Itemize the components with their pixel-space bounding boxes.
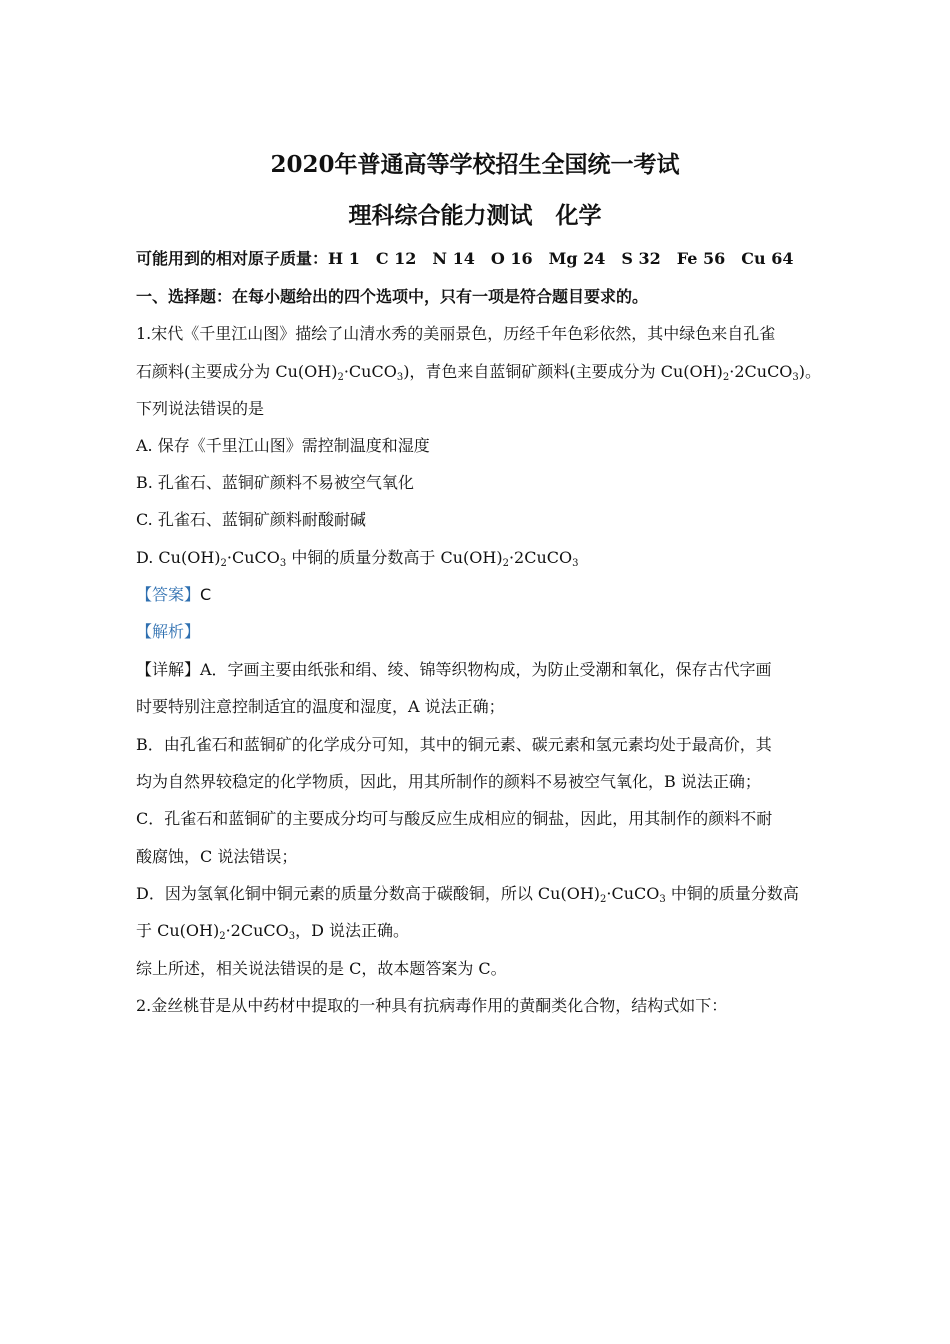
answer-value: C <box>200 585 212 604</box>
q1-stem-line2: 石颜料(主要成分为 $Cu(OH)_2\cdot CuCO_3$)，青色来自蓝铜矿颜料(主要成分为 $Cu(OH)_2\cdot 2CuCO_3$)。 <box>136 362 822 383</box>
exam-title: 2020年普通高等学校招生全国统一考试 <box>270 151 680 178</box>
q1-answer <box>136 584 826 606</box>
q1-option-d: D. $Cu(OH)_2\cdot CuCO_3$ 中铜的质量分数高于 $Cu(OH)_2\cdot 2CuCO_3$ <box>136 548 579 569</box>
q1-option-a: A. 保存《千里江山图》需控制温度和湿度 <box>136 436 430 455</box>
detail-line-3: B．由孔雀石和蓝铜矿的化学成分可知，其中的铜元素、碳元素和氢元素均处于最高价，其 <box>136 735 772 754</box>
detail-line-7: D．因为氢氧化铜中铜元素的质量分数高于碳酸铜，所以 $Cu(OH)_2\cdot CuCO_3$ 中铜的质量分数高 <box>136 884 799 905</box>
detail-line-5: C．孔雀石和蓝铜矿的主要成分均可与酸反应生成相应的铜盐，因此，用其制作的颜料不耐 <box>136 809 773 828</box>
detail-line-1: 【详解】A．字画主要由纸张和绢、绫、锦等织物构成，为防止受潮和氧化，保存古代字画 <box>136 660 772 679</box>
q1-stem-line1: 1.宋代《千里江山图》描绘了山清水秀的美丽景色，历经千年色彩依然，其中绿色来自孔雀 <box>136 324 776 343</box>
section-heading: 一、选择题：在每小题给出的四个选项中，只有一项是符合题目要求的。 <box>136 287 649 306</box>
q1-option-b: B. 孔雀石、蓝铜矿颜料不易被空气氧化 <box>136 473 414 492</box>
detail-line-8: 于 $Cu(OH)_2\cdot 2CuCO_3$，D 说法正确。 <box>136 921 410 942</box>
atomic-masses: 可能用到的相对原子质量：H 1 C 12 N 14 O 16 Mg 24 S 32 Fe 56 Cu 64 <box>136 249 794 268</box>
detail-line-2: 时要特别注意控制适宜的温度和湿度，A 说法正确； <box>136 697 505 716</box>
q1-stem-line3: 下列说法错误的是 <box>136 399 265 418</box>
analysis-label: 【解析】 <box>136 622 201 641</box>
answer-label: 【答案】 <box>136 585 201 604</box>
detail-line-4: 均为自然界较稳定的化学物质，因此，用其所制作的颜料不易被空气氧化，B 说法正确； <box>136 772 761 791</box>
q2-stem: 2.金丝桃苷是从中药材中提取的一种具有抗病毒作用的黄酮类化合物，结构式如下： <box>136 996 728 1015</box>
exam-subtitle: 理科综合能力测试 化学 <box>348 202 602 229</box>
q1-option-c: C. 孔雀石、蓝铜矿颜料耐酸耐碱 <box>136 510 366 529</box>
detail-line-6: 酸腐蚀，C 说法错误； <box>136 847 298 866</box>
summary: 综上所述，相关说法错误的是 C，故本题答案为 C。 <box>136 959 507 978</box>
